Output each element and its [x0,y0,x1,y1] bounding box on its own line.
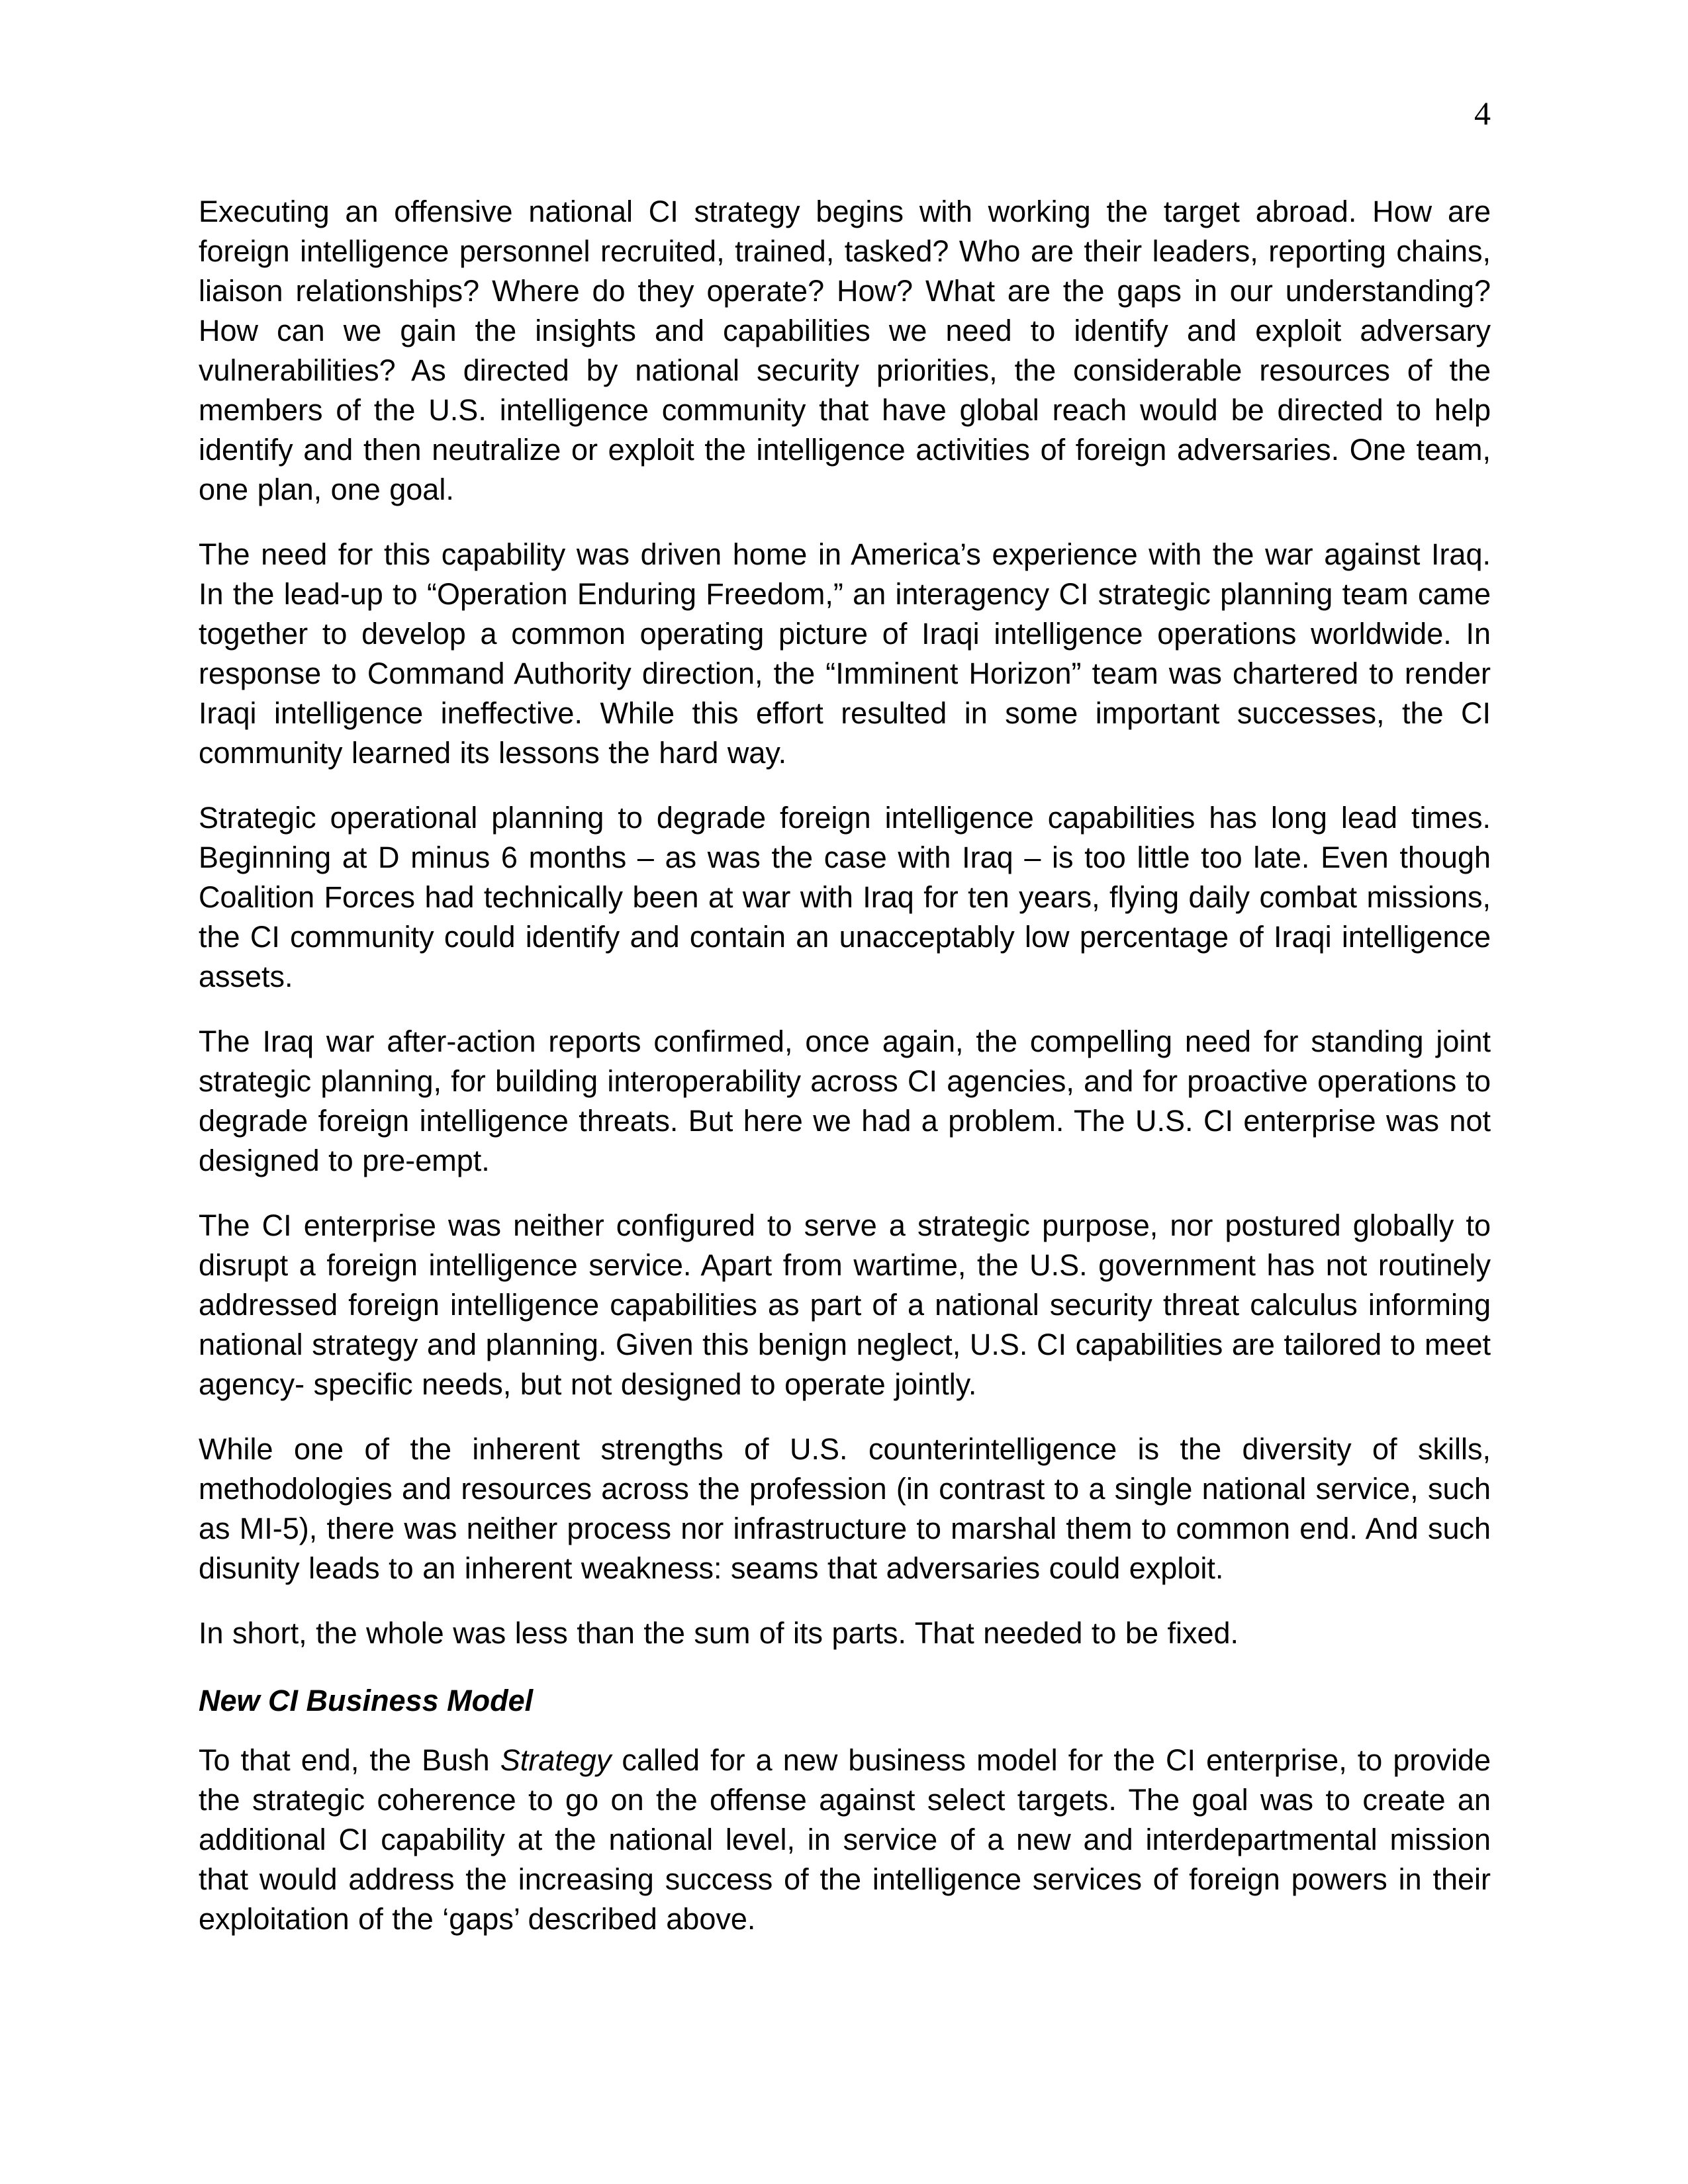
paragraph-text-segment: To that end, the Bush [199,1743,500,1777]
italic-word: Strategy [500,1743,612,1777]
paragraph-text-segment: called for a new business model for the CI enterprise, to provide the strategic coherence to go on the offense against select targets. The goal was to create an additional CI capability at the national level, in service of a new and interdepartmental mission that would address the increasing success of the intelligence services of foreign powers in their exploitation of the ‘gaps’ described above. [199,1743,1491,1936]
body-paragraph: In short, the whole was less than the sum of its parts. That needed to be fixed. [199,1616,1239,1650]
body-paragraph: Strategic operational planning to degrade foreign intelligence capabilities has long lead times. Beginning at D minus 6 months – as was the case with Iraq – is too little too late. Even though Coalition Forces had technically been at war with Iraq for ten years, flying daily combat missions, the CI community could identify and contain an unacceptably low percentage of Iraqi intelligence assets. [199,801,1491,993]
body-paragraph: While one of the inherent strengths of U.S. counterintelligence is the diversity of skills, methodologies and resources across the profession (in contrast to a single national service, such as MI-5), there was neither process nor infrastructure to marshal them to common end. And such disunity leads to an inherent weakness: seams that adversaries could exploit. [199,1432,1491,1585]
body-paragraph: The need for this capability was driven home in America’s experience with the war against Iraq. In the lead-up to “Operation Enduring Freedom,” an interagency CI strategic planning team came together to develop a common operating picture of Iraqi intelligence operations worldwide. In response to Command Authority direction, the “Imminent Horizon” team was chartered to render Iraqi intelligence ineffective. While this effort resulted in some important successes, the CI community learned its lessons the hard way. [199,537,1491,770]
body-paragraph [199,1741,1491,1939]
body-paragraph: The CI enterprise was neither configured to serve a strategic purpose, nor postured globally to disrupt a foreign intelligence service. Apart from wartime, the U.S. government has not routinely addressed foreign intelligence capabilities as part of a national security threat calculus informing national strategy and planning. Given this benign neglect, U.S. CI capabilities are tailored to meet agency- specific needs, but not designed to operate jointly. [199,1208,1491,1401]
page-number: 4 [1474,95,1491,132]
section-heading: New CI Business Model [199,1684,534,1717]
document-body [199,192,1491,1964]
body-paragraph: The Iraq war after-action reports confirmed, once again, the compelling need for standing joint strategic planning, for building interoperability across CI agencies, and for proactive operations to degrade foreign intelligence threats. But here we had a problem. The U.S. CI enterprise was not designed to pre-empt. [199,1024,1491,1177]
body-paragraph: Executing an offensive national CI strategy begins with working the target abroad. How are foreign intelligence personnel recruited, trained, tasked? Who are their leaders, reporting chains, liaison relationships? Where do they operate? How? What are the gaps in our understanding? How can we gain the insights and capabilities we need to identify and exploit adversary vulnerabilities? As directed by national security priorities, the considerable resources of the members of the U.S. intelligence community that have global reach would be directed to help identify and then neutralize or exploit the intelligence activities of foreign adversaries. One team, one plan, one goal. [199,195,1491,506]
